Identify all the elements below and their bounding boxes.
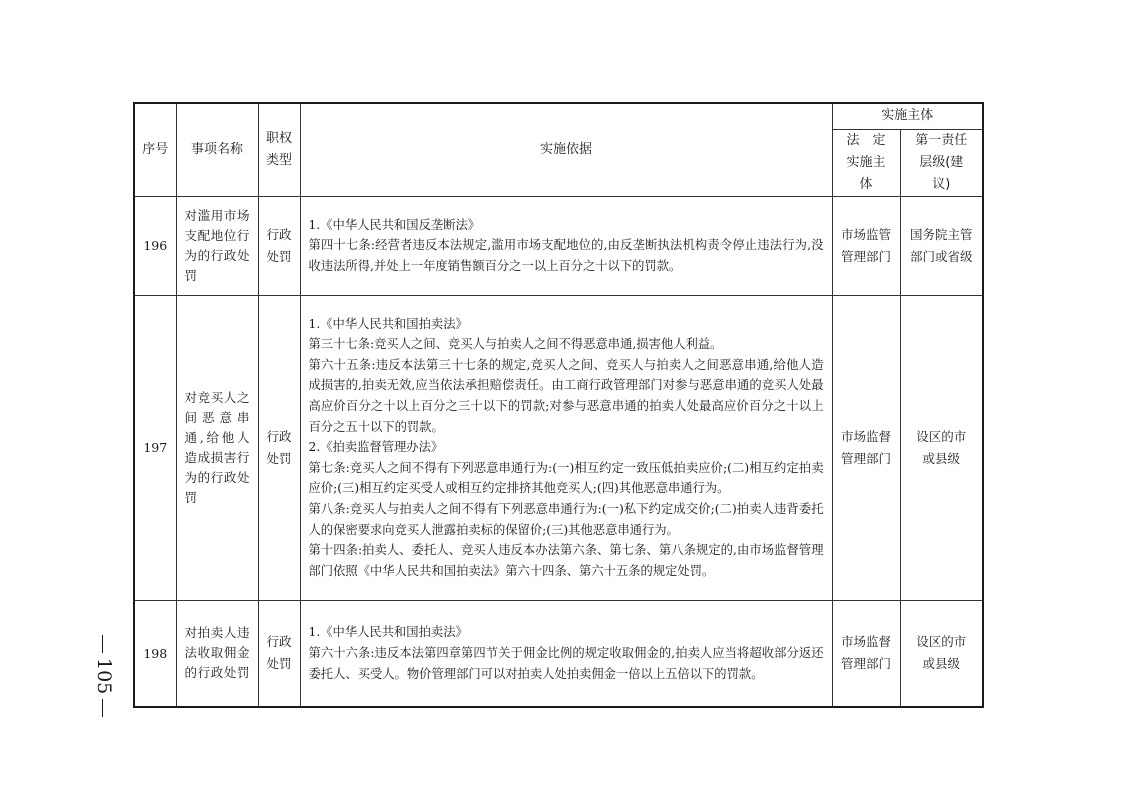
basis-line: 第六十六条:违反本法第四章第四节关于佣金比例的规定收取佣金的,拍卖人应当将超收部分返还委托人、买受人。物价管理部门可以对拍卖人处拍卖佣金一倍以上五倍以下的罚款。 (308, 645, 824, 681)
page-number: 105 (94, 630, 114, 670)
row-name: 对拍卖人违法收取佣金的行政处罚 (176, 600, 258, 707)
row-legal-subject-text: 市场监督管理部门 (840, 634, 891, 672)
row-type-text: 行政处罚 (266, 226, 292, 264)
row-legal-subject-text: 市场监督管理部门 (840, 428, 891, 466)
basis-line: 第十四条:拍卖人、委托人、竞买人违反本办法第六条、第七条、第八条规定的,由市场监督管理部门依照《中华人民共和国拍卖法》第六十四条、第六十五条的规定处罚。 (308, 543, 824, 578)
row-type (258, 600, 300, 707)
header-name: 事项名称 (176, 103, 258, 196)
row-level (900, 295, 983, 600)
header-type (258, 103, 300, 196)
basis-line: 第八条:竞买人与拍卖人之间不得有下列恶意串通行为:(一)私下约定成交价;(二)拍卖人违背委托人的保密要求向竞买人泄露拍卖标的保留价;(三)其他恶意串通行为。 (308, 501, 824, 537)
table-row (134, 600, 983, 707)
row-legal-subject-text: 市场监管管理部门 (840, 226, 891, 264)
row-type-text: 行政处罚 (266, 428, 292, 466)
basis-line: 1.《中华人民共和国拍卖法》 (308, 316, 468, 331)
header-seq: 序号 (134, 103, 176, 196)
basis-line: 第三十七条:竞买人之间、竞买人与拍卖人之间不得恶意串通,损害他人利益。 (308, 337, 723, 352)
row-type-text: 行政处罚 (266, 634, 292, 672)
basis-line: 2.《拍卖监督管理办法》 (308, 440, 444, 455)
table-row (134, 295, 983, 600)
header-level (900, 129, 983, 196)
row-level-text: 设区的市或县级 (916, 634, 967, 672)
row-level (900, 196, 983, 295)
row-basis (300, 600, 832, 707)
row-seq: 198 (134, 600, 176, 707)
row-basis (300, 196, 832, 295)
header-type-text: 职权类型 (265, 130, 292, 168)
header-legal-subject (832, 129, 900, 196)
row-level-text: 设区的市或县级 (916, 428, 967, 466)
row-name: 对竞买人之间恶意串通,给他人造成损害行为的行政处罚 (176, 295, 258, 600)
row-legal-subject (832, 196, 900, 295)
row-seq: 196 (134, 196, 176, 295)
basis-line: 第四十七条:经营者违反本法规定,滥用市场支配地位的,由反垄断执法机构责令停止违法行为,没收违法所得,并处上一年度销售额百分之一以上百分之十以下的罚款。 (308, 238, 824, 273)
row-level-text: 国务院主管部门或省级 (910, 226, 973, 264)
row-name: 对滥用市场支配地位行为的行政处罚 (176, 196, 258, 295)
row-legal-subject (832, 295, 900, 600)
header-basis: 实施依据 (300, 103, 832, 196)
row-basis (300, 295, 832, 600)
row-level (900, 600, 983, 707)
basis-line: 第六十五条:违反本法第三十七条的规定,竞买人之间、竞买人与拍卖人之间恶意串通,给他人造成损害的,拍卖无效,应当依法承担赔偿责任。由工商行政管理部门对参与恶意串通的竞买人处最高应价百分之十以上百分之三十以下的罚款;对参与恶意串通的拍卖人处最高应价百分之十以上百分之五十以下的罚款。 (308, 357, 824, 434)
row-type (258, 295, 300, 600)
row-seq: 197 (134, 295, 176, 600)
header-level-text: 第一责任层级(建议) (915, 132, 968, 192)
basis-line: 1.《中华人民共和国反垄断法》 (308, 217, 481, 232)
header-legal-subject-text: 法 定实施主体 (846, 132, 886, 192)
row-legal-subject (832, 600, 900, 707)
table-row (134, 196, 983, 295)
row-type (258, 196, 300, 295)
header-subject: 实施主体 (832, 103, 983, 129)
enforcement-items-table (133, 102, 984, 708)
basis-line: 1.《中华人民共和国拍卖法》 (308, 625, 468, 640)
page-number-wrap (64, 600, 144, 700)
basis-line: 第七条:竞买人之间不得有下列恶意串通行为:(一)相互约定一致压低拍卖应价;(二)相互约定拍卖应价;(三)相互约定买受人或相互约定排挤其他竞买人;(四)其他恶意串通行为。 (308, 460, 824, 496)
